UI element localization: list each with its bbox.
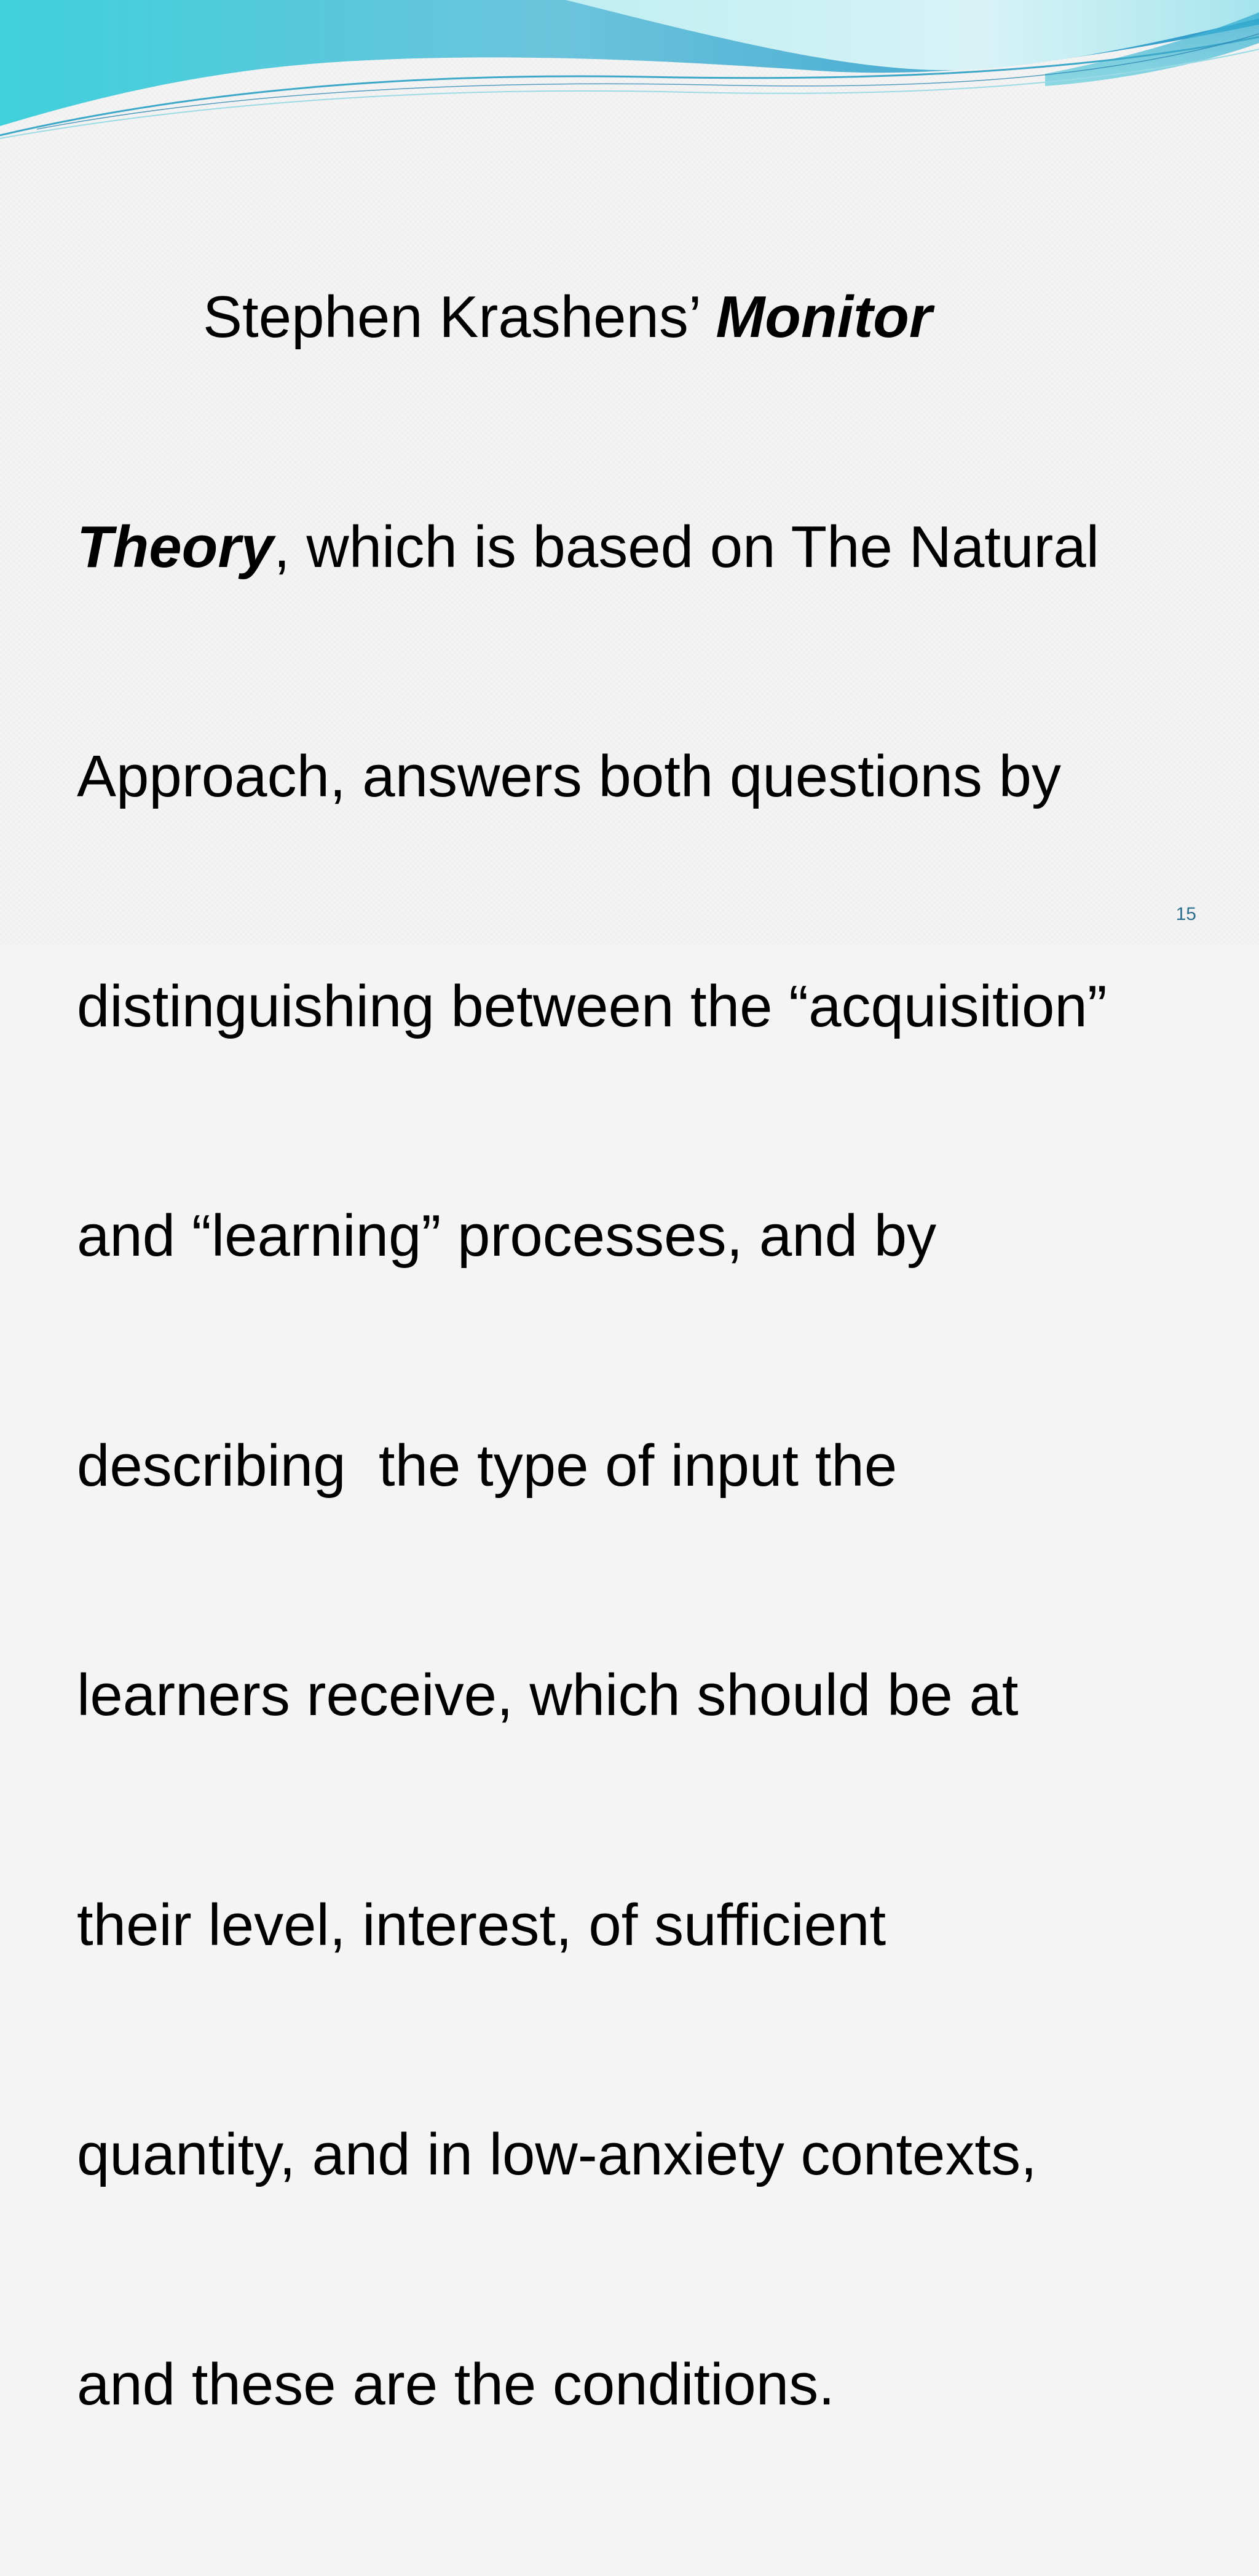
text-line-10: and these are the conditions.	[77, 2351, 835, 2417]
header-wave-decoration	[0, 0, 1259, 148]
text-line-1	[77, 279, 1196, 356]
text-line-7: learners receive, which should be at	[77, 1662, 1019, 1728]
text-line-8: their level, interest, of sufficient	[77, 1892, 886, 1958]
theory-emphasis: Theory	[77, 513, 274, 580]
line-2-text: , which is based on The Natural	[274, 513, 1100, 580]
slide-body-text	[77, 126, 1196, 2576]
monitor-emphasis: Monitor	[716, 284, 933, 350]
text-line-5: and “learning” processes, and by	[77, 1203, 937, 1269]
text-line-3: Approach, answers both questions by	[77, 743, 1061, 809]
text-line-2	[77, 509, 1196, 586]
text-line-4: distinguishing between the “acquisition”	[77, 973, 1107, 1039]
text-line-6: describing the type of input the	[77, 1432, 898, 1499]
line-1-text: Stephen Krashens’	[203, 284, 716, 350]
page-number: 15	[1175, 904, 1196, 924]
text-line-9: quantity, and in low-anxiety contexts,	[77, 2122, 1037, 2187]
